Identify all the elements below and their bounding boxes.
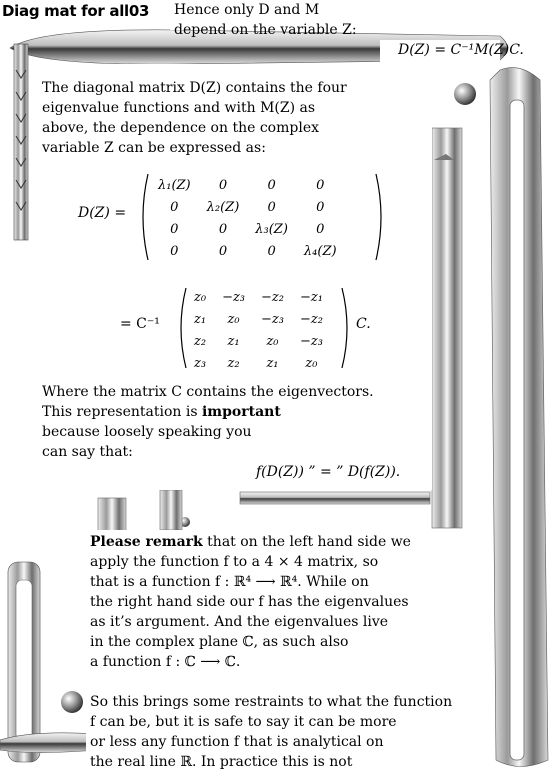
matrix-cell: z₁ (227, 333, 240, 349)
paragraph-line: because loosely speaking you (42, 424, 252, 440)
paragraph-line: a function f : ℂ ⟶ ℂ. (90, 654, 241, 670)
matrix-row (186, 308, 331, 330)
paragraph-line: apply the function f to a 4 × 4 matrix, so (90, 554, 379, 570)
matrix-cell: z₁ (266, 355, 279, 371)
matrix-cell: z₀ (227, 311, 240, 327)
diag-matrix-lhs: D(Z) = (78, 205, 127, 221)
matrix-row (150, 218, 345, 240)
matrix-cell: z₂ (194, 333, 207, 349)
paragraph-line: or less any function f that is analytical on (90, 734, 384, 750)
matrix-cell: z₀ (305, 355, 318, 371)
paragraph-line: as it’s argument. And the eigenvalues live (90, 614, 389, 630)
paragraph-line: can say that: (42, 444, 133, 460)
equation-d-z: D(Z) = C⁻¹M(Z)C. (398, 42, 524, 58)
matrix-cell: λ₁(Z) (158, 177, 191, 193)
matrix-cell: −z₂ (261, 289, 284, 305)
matrix-cell: −z₂ (299, 311, 323, 327)
matrix-cell: λ₂(Z) (206, 199, 240, 215)
paragraph-eigenvectors (42, 382, 374, 462)
matrix-cell: 0 (170, 221, 179, 237)
z-matrix-rhs: C. (356, 316, 371, 332)
matrix-row (150, 196, 345, 218)
paragraph-line: variable Z can be expressed as: (42, 140, 266, 156)
matrix-cell: z₁ (194, 311, 207, 327)
paragraph-line: f can be, but it is safe to say it can be more (90, 714, 397, 730)
matrix-cell: 0 (267, 199, 276, 215)
paragraph-line-prefix: This representation is (42, 404, 202, 420)
paragraph-line: eigenvalue functions and with M(Z) as (42, 100, 316, 116)
emphasis-important: important (201, 404, 281, 420)
z-matrix-lhs: = C⁻¹ (120, 316, 160, 332)
matrix-cell: −z₃ (222, 289, 246, 305)
matrix-cell: 0 (267, 177, 276, 193)
metal-ball-top (454, 83, 476, 105)
matrix-row (186, 330, 331, 352)
paragraph-line: the real line ℝ. In practice this is not (90, 754, 353, 770)
remark-label: Please remark (90, 534, 203, 550)
matrix-cell: λ₄(Z) (303, 243, 337, 259)
paragraph-remark (90, 532, 411, 672)
paragraph-line: So this brings some restraints to what the function (90, 694, 453, 710)
matrix-cell: 0 (170, 199, 179, 215)
matrix-cell: −z₁ (299, 289, 323, 305)
equation-f-d: f(D(Z)) ” = ” D(f(Z)). (256, 464, 401, 480)
intro-line-2: depend on the variable Z: (174, 22, 357, 38)
paragraph-line: in the complex plane ℂ, as such also (90, 634, 349, 650)
matrix-cell: λ₃(Z) (255, 221, 288, 237)
intro-line-1: Hence only D and M (174, 2, 320, 18)
matrix-row (150, 174, 345, 196)
matrix-cell: 0 (316, 199, 325, 215)
matrix-cell: 0 (170, 243, 179, 259)
matrix-cell: 0 (267, 243, 276, 259)
matrix-cell: z₂ (227, 355, 240, 371)
remark-line-rest: that on the left hand side we (202, 534, 411, 550)
matrix-cell: z₀ (194, 289, 207, 305)
matrix-cell: 0 (316, 221, 325, 237)
matrix-row (150, 240, 345, 262)
diag-matrix (140, 172, 384, 262)
matrix-cell: −z₃ (261, 311, 284, 327)
paragraph-line: above, the dependence on the complex (42, 120, 319, 136)
matrix-cell: z₃ (194, 355, 207, 371)
inner-metal-column (432, 128, 462, 528)
matrix-row (186, 352, 331, 374)
matrix-cell: 0 (218, 243, 228, 259)
paragraph-line: that is a function f : ℝ⁴ ⟶ ℝ⁴. While on (90, 574, 369, 590)
z-matrix (178, 286, 350, 370)
matrix-cell: 0 (316, 177, 325, 193)
matrix-cell: z₀ (266, 333, 279, 349)
metal-ball-bottom (61, 691, 83, 713)
page-title: Diag mat for all03 (2, 2, 150, 20)
paragraph-diagonal-matrix (42, 78, 347, 158)
matrix-cell: −z₃ (299, 333, 323, 349)
paragraph-line: The diagonal matrix D(Z) contains the four (42, 80, 347, 96)
paragraph-line: the right hand side our f has the eigenvalues (90, 594, 409, 610)
matrix-row (186, 286, 331, 308)
paragraph-line: Where the matrix C contains the eigenvectors. (42, 384, 374, 400)
matrix-cell: 0 (218, 177, 228, 193)
matrix-cell: 0 (218, 221, 228, 237)
paragraph-restraints (90, 692, 452, 772)
